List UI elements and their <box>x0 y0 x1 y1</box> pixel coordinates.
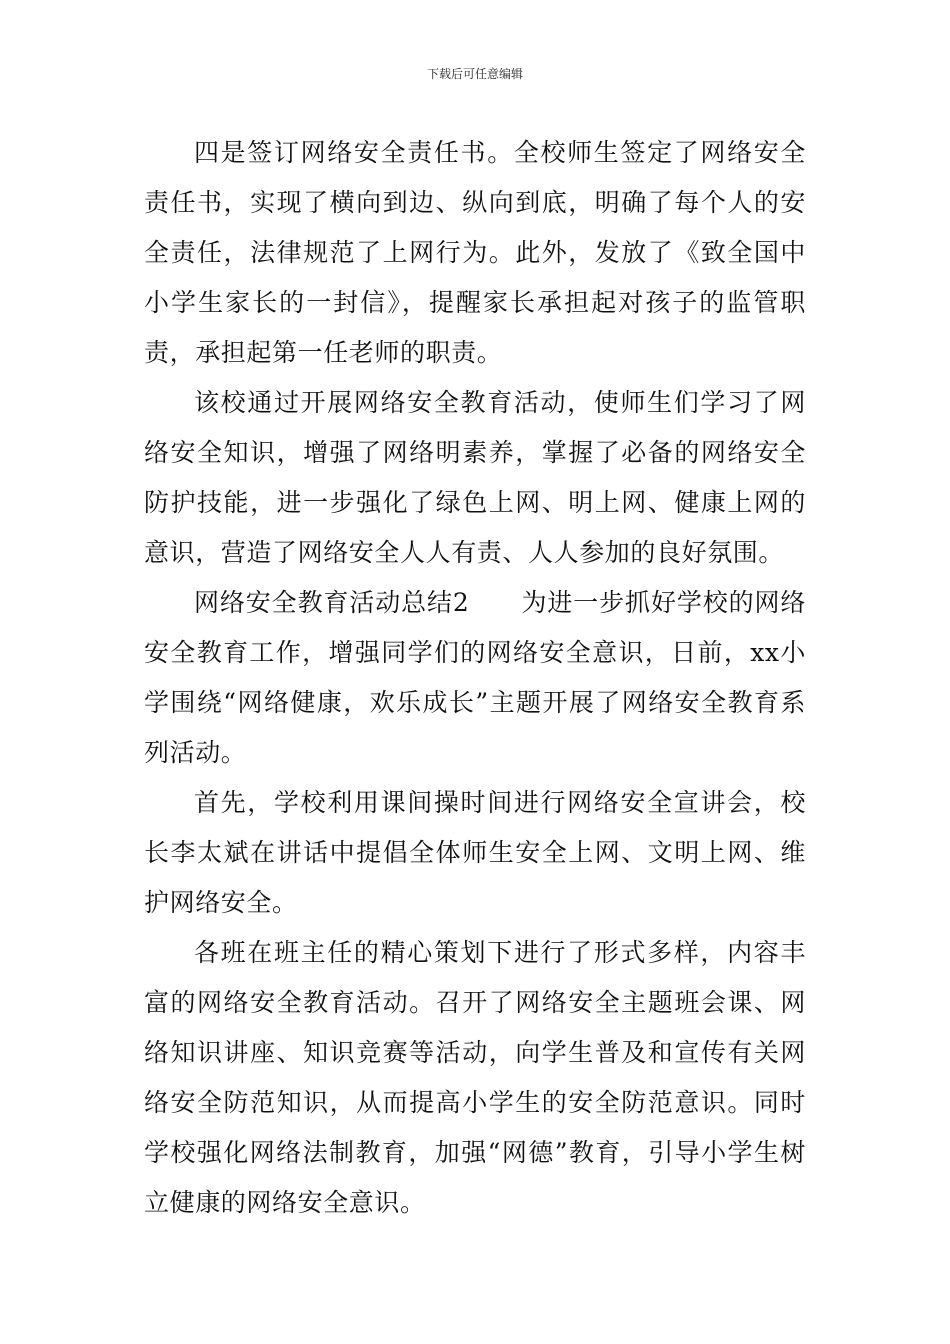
paragraph-responsibility-letter: 四是签订网络安全责任书。全校师生签定了网络安全责任书，实现了横向到边、纵向到底，明确了每个人的安全责任，法律规范了上网行为。此外，发放了《致全国中小学生家长的一封信》，提醒家长承担起对孩子的监管职责，承担起第一任老师的职责。 <box>144 138 806 367</box>
paragraph-education-results: 该校通过开展网络安全教育活动，使师生们学习了网络安全知识，增强了网络明素养，掌握了必备的网络安全防护技能，进一步强化了绿色上网、明上网、健康上网的意识，营造了网络安全人人有责、人人参加的良好氛围。 <box>144 388 806 567</box>
document-body <box>144 128 806 1228</box>
page-header: 下载后可任意编辑 <box>426 67 523 81</box>
paragraph-class-activities: 各班在班主任的精心策划下进行了形式多样，内容丰富的网络安全教育活动。召开了网络安全主题班会课、网络知识讲座、知识竞赛等活动，向学生普及和宣传有关网络安全防范知识，从而提高小学生的安全防范意识。同时学校强化网络法制教育，加强“网德”教育，引导小学生树立健康的网络安全意识。 <box>144 938 806 1217</box>
paragraph-lecture: 首先，学校利用课间操时间进行网络安全宣讲会，校长李太斌在讲话中提倡全体师生安全上网、文明上网、维护网络安全。 <box>144 788 806 917</box>
paragraph-summary-2-intro: 网络安全教育活动总结2 为进一步抓好学校的网络安全教育工作，增强同学们的网络安全意识，日前，xx小学围绕“网络健康，欢乐成长”主题开展了网络安全教育系列活动。 <box>144 588 806 767</box>
